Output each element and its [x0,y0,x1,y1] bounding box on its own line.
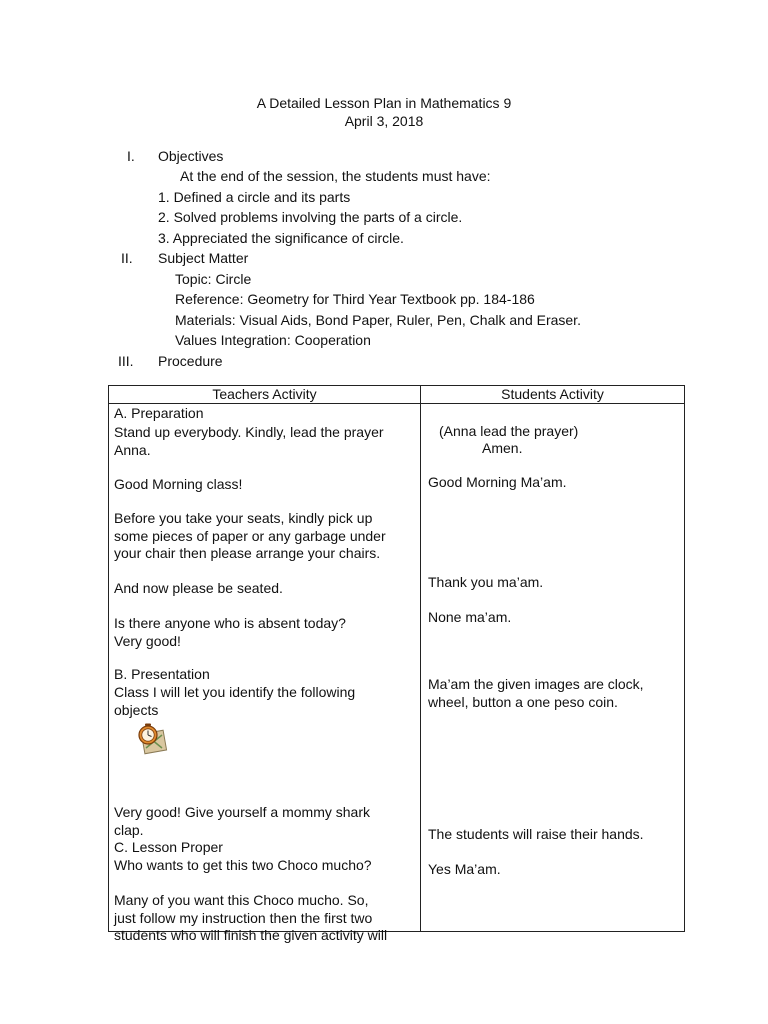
student-line: The students will raise their hands. [428,826,644,842]
activity-table [108,385,685,943]
teacher-cell [109,404,421,943]
teacher-line: C. Lesson Proper [114,839,223,855]
subject-matter-item: Values Integration: Cooperation [175,332,371,348]
table-header-row [109,386,685,404]
subject-matter-numeral: II. [121,250,133,266]
clock-icon [131,720,169,758]
teacher-line: Who wants to get this two Choco mucho? [114,857,372,873]
table-row [109,404,685,932]
subject-matter-item: Reference: Geometry for Third Year Textbook pp. 184-186 [175,291,535,307]
subject-matter-item: Topic: Circle [175,271,252,287]
objective-item: 3. Appreciated the significance of circle. [158,230,404,246]
objectives-numeral: I. [127,148,135,164]
teacher-line: Stand up everybody. Kindly, lead the prayer [114,424,384,440]
subject-matter-item: Materials: Visual Aids, Bond Paper, Ruler, Pen, Chalk and Eraser. [175,312,581,328]
students-activity-header: Students Activity [421,386,685,404]
teacher-line: Many of you want this Choco mucho. So, [114,892,369,908]
objectives-heading: Objectives [158,148,224,164]
procedure-numeral: III. [118,353,134,369]
student-line: Good Morning Ma’am. [428,474,567,490]
student-line: None ma’am. [428,609,512,625]
teacher-line: Before you take your seats, kindly pick up [114,510,373,526]
student-line: (Anna lead the prayer) [439,423,579,439]
teacher-line: Very good! Give yourself a mommy shark [114,804,370,820]
teacher-line: objects [114,702,159,718]
teacher-line: Is there anyone who is absent today? [114,615,346,631]
teacher-line: And now please be seated. [114,580,283,596]
teacher-line: Class I will let you identify the following [114,684,356,700]
subject-matter-heading: Subject Matter [158,250,249,266]
student-line: Thank you ma’am. [428,574,544,590]
objective-item: 2. Solved problems involving the parts of a circle. [158,209,463,225]
teacher-line: B. Presentation [114,666,210,682]
teachers-activity-header: Teachers Activity [109,386,421,404]
objective-item: 1. Defined a circle and its parts [158,189,351,205]
student-line: Yes Ma’am. [428,861,501,877]
student-line: Ma’am the given images are clock, [428,676,644,692]
document-title: A Detailed Lesson Plan in Mathematics 9 [256,95,512,111]
teacher-line: Anna. [114,442,151,458]
teacher-line: A. Preparation [114,405,204,421]
teacher-line: some pieces of paper or any garbage under [114,528,386,544]
teacher-line: Good Morning class! [114,476,243,492]
teacher-line: your chair then please arrange your chairs. [114,545,381,561]
student-line: Amen. [482,440,523,456]
student-line: wheel, button a one peso coin. [428,694,618,710]
teacher-line: clap. [114,822,144,838]
document-date: April 3, 2018 [344,113,424,129]
objectives-intro: At the end of the session, the students must have: [180,168,491,184]
procedure-heading: Procedure [158,353,223,369]
teacher-line: Very good! [114,633,181,649]
teacher-line: students who will finish the given activity will [114,927,388,943]
teacher-line: just follow my instruction then the first two [114,910,373,926]
student-cell [421,404,685,932]
